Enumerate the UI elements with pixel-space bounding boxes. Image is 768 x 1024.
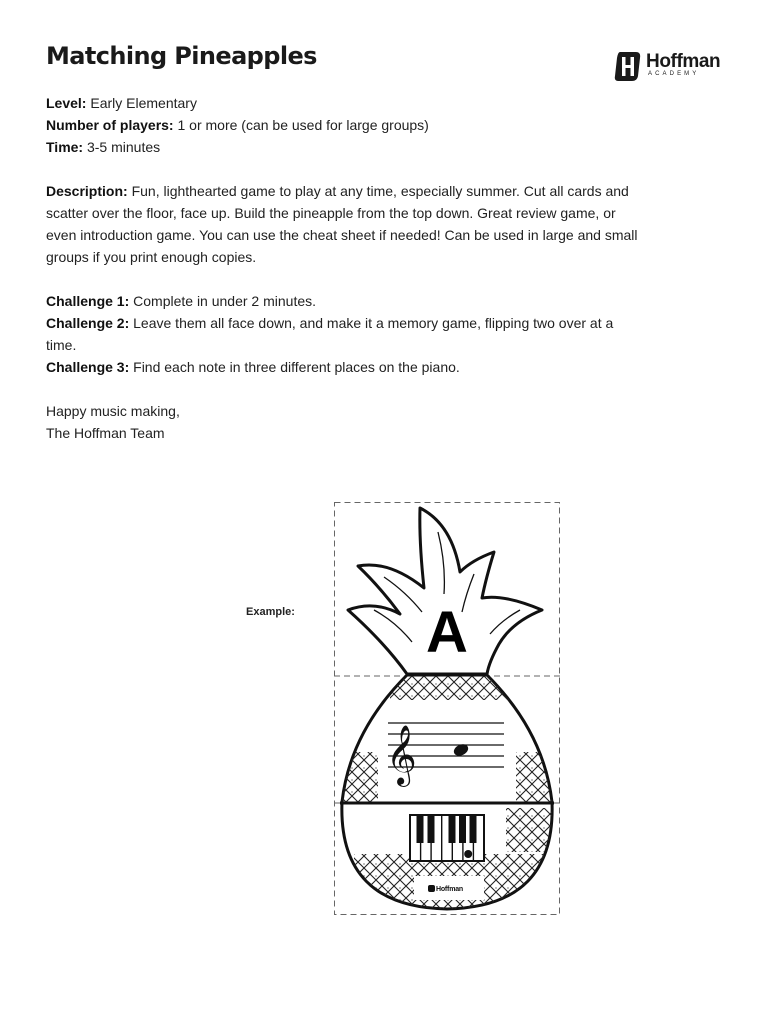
time-value: 3-5 minutes <box>83 139 161 155</box>
players-label: Number of players: <box>46 117 174 133</box>
pineapple-illustration <box>334 502 560 915</box>
challenge-2-value: Leave them all face down, and make it a memory game, flipping two over at a time. <box>46 315 614 353</box>
logo-subtitle: ACADEMY <box>648 71 700 77</box>
mini-hoffman-logo <box>428 885 463 895</box>
level-label: Level: <box>46 95 87 111</box>
challenge-3-value: Find each note in three different places on the piano. <box>129 359 460 375</box>
highlighted-key-dot <box>464 850 472 858</box>
signoff-line-2: The Hoffman Team <box>46 425 165 441</box>
challenge-3-line <box>46 356 646 378</box>
players-line <box>46 114 646 136</box>
challenge-3-label: Challenge 3: <box>46 359 130 375</box>
example-label: Example: <box>246 606 295 618</box>
challenge-1-value: Complete in under 2 minutes. <box>129 293 317 309</box>
level-value: Early Elementary <box>86 95 197 111</box>
challenge-1-line <box>46 290 646 312</box>
example-pineapple-card <box>334 502 560 915</box>
description-label: Description: <box>46 183 128 199</box>
hoffman-logo-icon <box>614 50 642 82</box>
piano-keyboard <box>410 815 484 861</box>
hoffman-academy-logo <box>614 50 728 82</box>
description-value: Fun, lighthearted game to play at any time, especially summer. Cut all cards and scatter over the floor, face up. Build the pineapple from the top down. Great review game, or even introduction game. You can use the cheat sheet if needed! Can be used in large and small groups if you print enough copies. <box>46 183 638 265</box>
challenge-1-label: Challenge 1: <box>46 293 130 309</box>
signoff-line-1: Happy music making, <box>46 403 180 419</box>
page-title: Matching Pineapples <box>46 42 317 70</box>
mini-logo-wordmark: Hoffman <box>436 886 463 893</box>
challenge-2-label: Challenge 2: <box>46 315 130 331</box>
game-info <box>46 92 646 444</box>
time-label: Time: <box>46 139 84 155</box>
challenge-2-line <box>46 312 646 356</box>
logo-wordmark: Hoffman <box>646 51 721 72</box>
description-paragraph <box>46 180 646 268</box>
time-line <box>46 136 646 158</box>
treble-clef-icon: 𝄞 <box>386 725 417 785</box>
mini-logo-icon <box>428 885 435 892</box>
players-value: 1 or more (can be used for large groups) <box>173 117 429 133</box>
level-line <box>46 92 646 114</box>
example-letter: A <box>426 600 468 665</box>
